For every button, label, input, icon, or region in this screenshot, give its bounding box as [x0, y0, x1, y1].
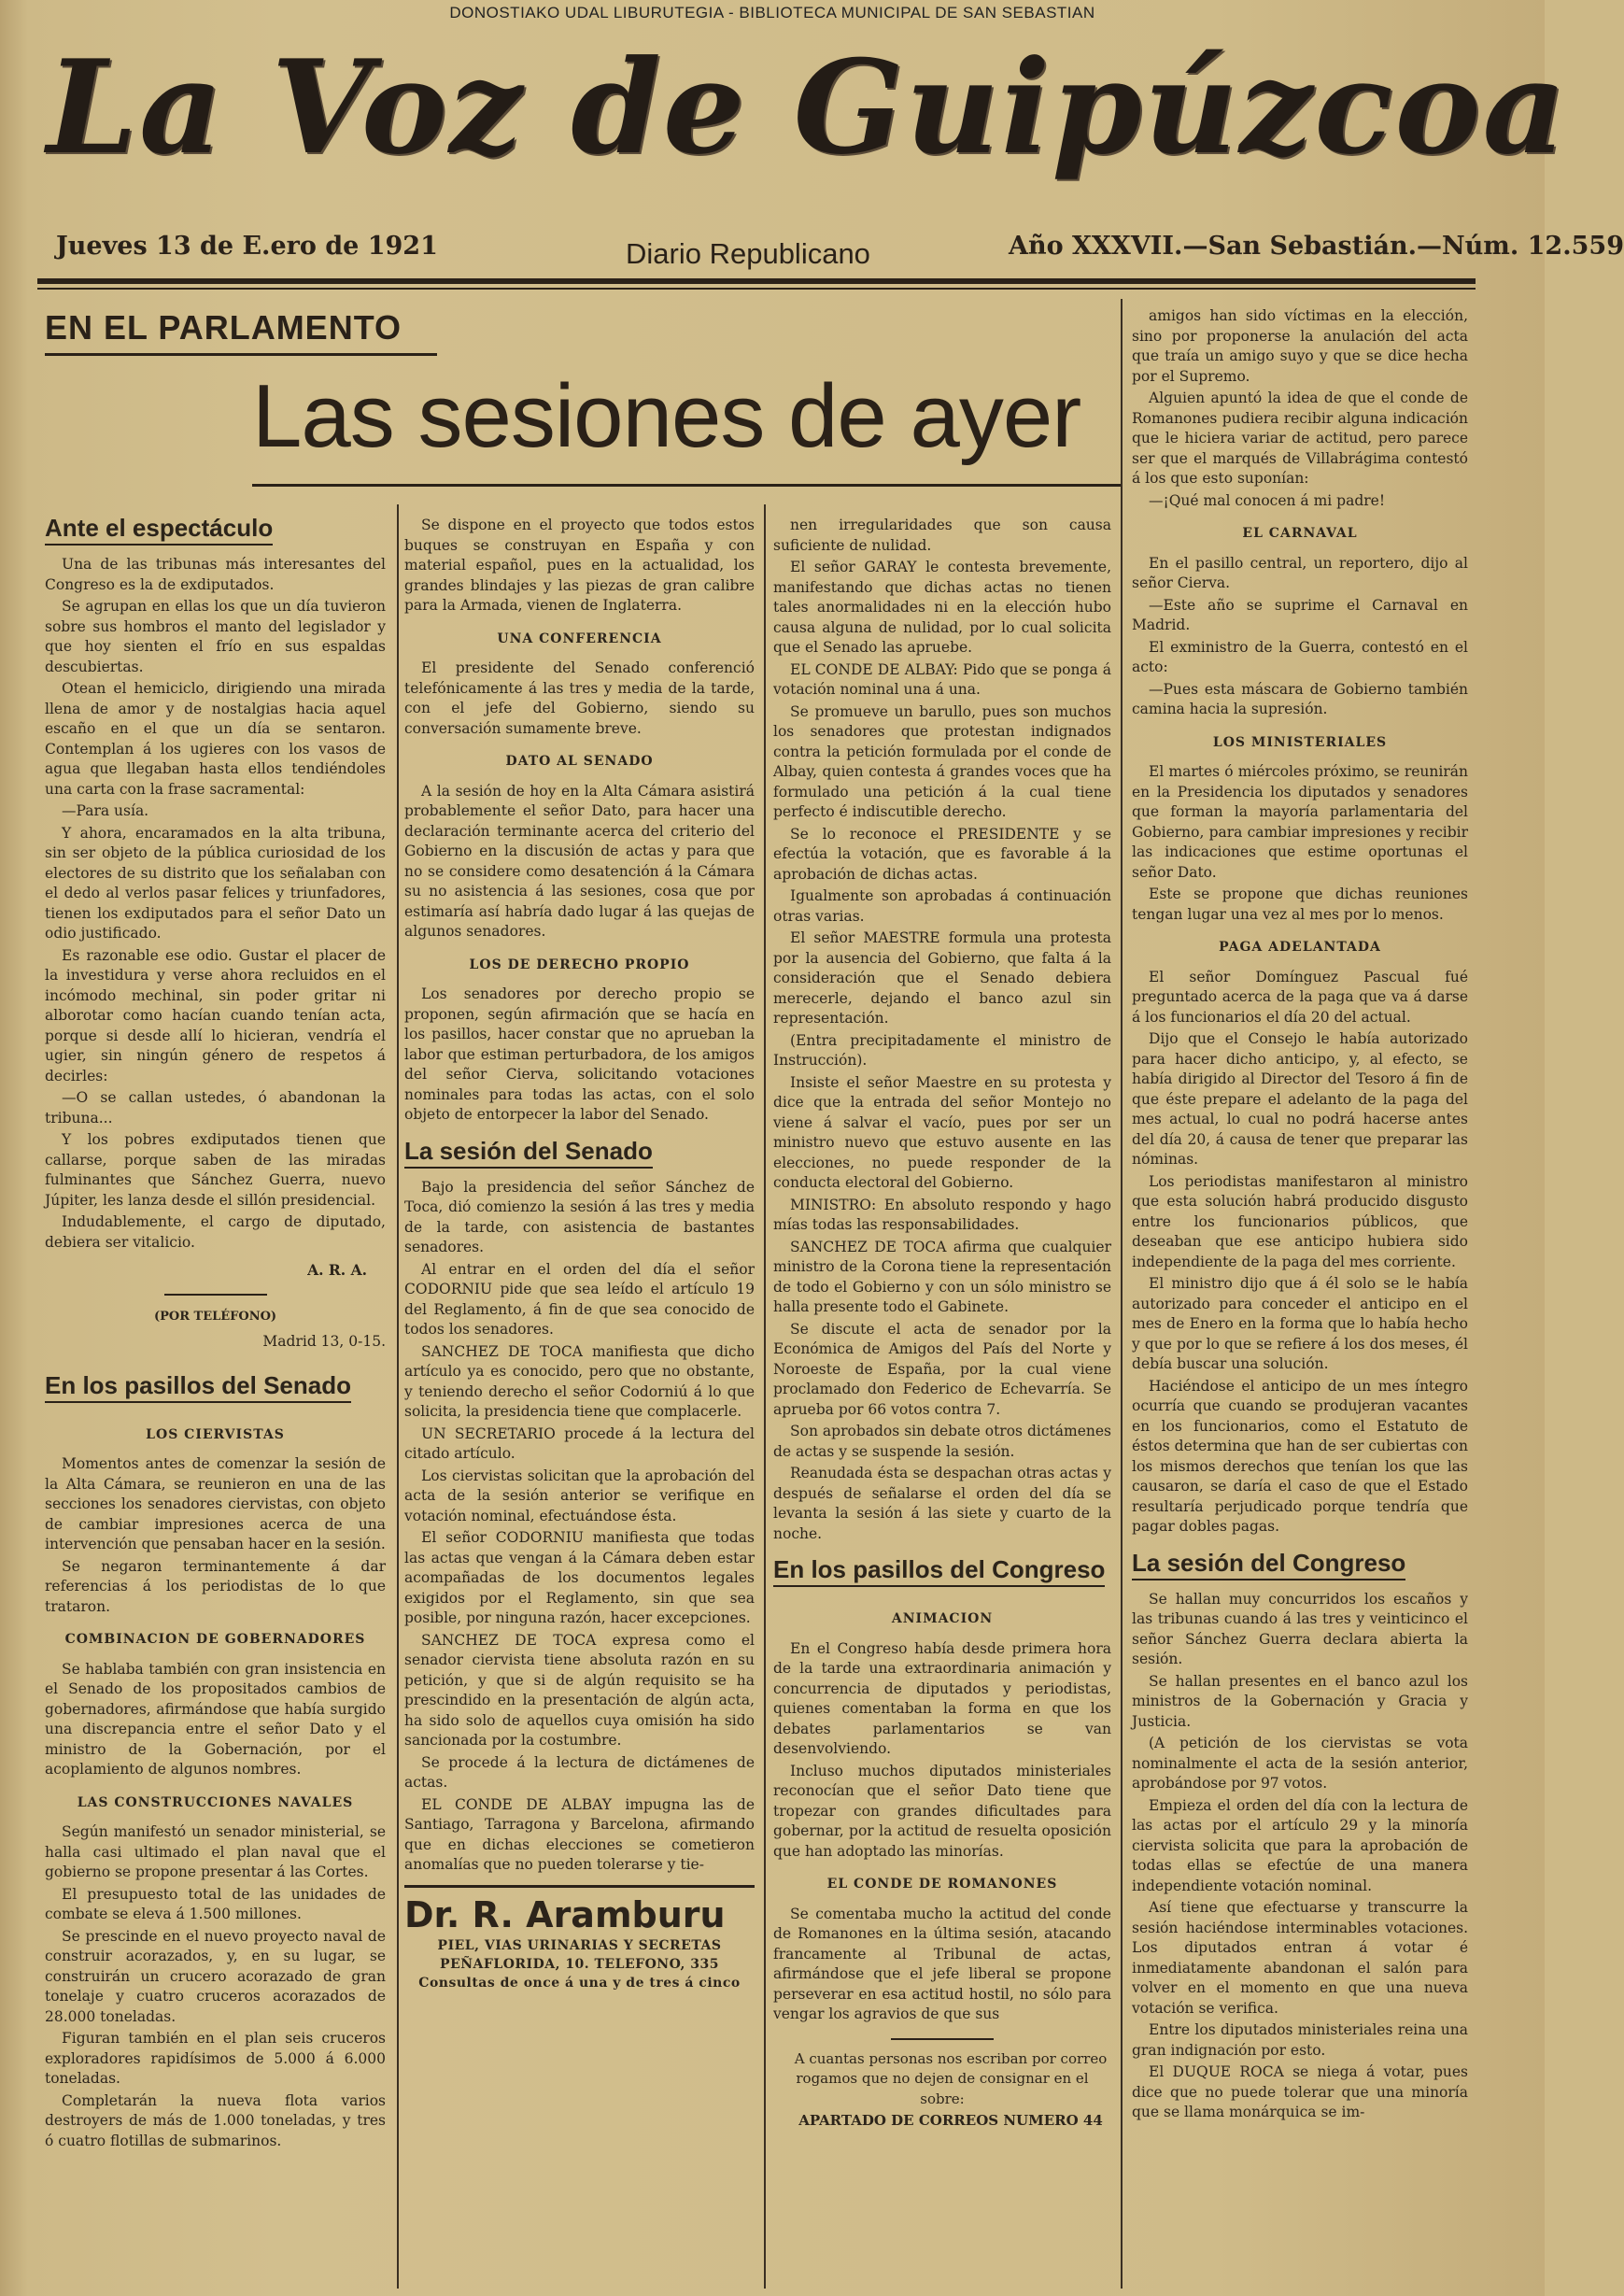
paragraph: SANCHEZ DE TOCA afirma que cualquier ministro de la Corona tiene la representación de todo el Gobierno y con un sólo ministro se halla presente todo el Gabinete.: [773, 1238, 1111, 1315]
paragraph: Es razonable ese odio. Gustar el placer de la investidura y verse ahora recluidos en el incómodo mechinal, sin poder gritar ni alborotar como hacían cuando tenían acta, porque si desde allí lo hicieran, vendría el ugier, sin ningún género de respetos á decirles:: [45, 946, 386, 1084]
paragraph: Se hallan muy concurridos los escaños y las tribunas cuando á las tres y veinticinco el señor Sánchez Guerra declara abierta la sesión.: [1132, 1590, 1468, 1667]
paragraph: Según manifestó un senador ministerial, se halla casi ultimado el plan naval que el gobierno se propone presentar á las Cortes.: [45, 1823, 386, 1880]
paragraph: Al entrar en el orden del día el señor CODORNIU pide que sea leído el artículo 19 del Reglamento, á fin de que sea conocido de todos los senadores.: [404, 1260, 755, 1338]
paragraph: El señor MAESTRE formula una protesta por la ausencia del Gobierno, que falta á la consideración que el Senado debiera merecerle, dejando el banco azul sin representación.: [773, 929, 1111, 1027]
paragraph: SANCHEZ DE TOCA expresa como el senador ciervista tiene absoluta razón en su petición, y que si de algún requisito se ha prescindido en la presentación de algún acta, ha sido solo de aquellos cuya omisión ha sido sancionada por la costumbre.: [404, 1631, 755, 1749]
signature: A. R. A.: [307, 1261, 367, 1279]
subheading: LOS MINISTERIALES: [1212, 734, 1388, 750]
paragraph: A la sesión de hoy en la Alta Cámara asistirá probablemente el señor Dato, para hacer una declaración terminante acerca del criterio del Gobierno en la discusión de actas y para que no se considere como desatención á la Cámara su no asistencia á las sesiones, cosa que por estimaría así habría dado lugar á las quejas de algunos senadores.: [404, 782, 755, 940]
section-heading: EN EL PARLAMENTO: [45, 308, 402, 347]
paragraph: Se hablaba también con gran insistencia en el Senado de los propositados cambios de gobernadores, afirmándose que había surgido una discrepancia entre el señor Dato y el ministro de la Gobernación, por el acoplamiento de algunos nombres.: [45, 1660, 386, 1778]
paragraph: Entre los diputados ministeriales reina una gran indignación por esto.: [1132, 2021, 1468, 2059]
paragraph: —Este año se suprime el Carnaval en Madrid.: [1132, 596, 1468, 633]
paragraph: El presidente del Senado conferenció telefónicamente á las tres y media de la tarde, con el jefe del Gobierno, siendo su conversación sumamente breve.: [404, 659, 755, 737]
paragraph: —Para usía.: [62, 802, 149, 819]
subheading: COMBINACION DE GOBERNADORES: [64, 1632, 366, 1647]
column-4: [1132, 306, 1468, 2282]
advertisement-line: PIEL, VIAS URINARIAS Y SECRETAS: [437, 1937, 722, 1953]
paragraph: Se agrupan en ellas los que un día tuvieron sobre sus hombros el manto del legislador y que hoy sienten el frío en sus espaldas descubiertas.: [45, 598, 386, 675]
masthead-rule: [37, 278, 1476, 284]
section-rule: [45, 353, 437, 356]
paragraph: El ministro dijo que á él solo se le había autorizado para conceder el anticipo en el mes de Enero en la forma que lo había hecho y que por lo que se refiere á los dos meses, él debía buscar una solución.: [1132, 1275, 1468, 1372]
paragraph: Se comentaba mucho la actitud del conde de Romanones en la última sesión, atacando francamente al Tribunal de actas, afirmándose que el jefe liberal se propone perseverar en esa actitud hostil, no sólo para vengar los agravios de que sus: [773, 1905, 1111, 2022]
subheading: LOS CIERVISTAS: [146, 1426, 285, 1442]
column-3: [773, 516, 1111, 2281]
paragraph: Incluso muchos diputados ministeriales reconocían que el señor Dato tiene que tropezar con grandes dificultades para gobernar, por la actitud de resuelta oposición que han adoptado las minorías.: [773, 1762, 1111, 1860]
paragraph: Se lo reconoce el PRESIDENTE y se efectúa la votación, que es favorable á la aprobación de dichas actas.: [773, 825, 1111, 883]
paragraph: Este se propone que dichas reuniones tengan lugar una vez al mes por lo menos.: [1132, 886, 1468, 923]
separator: [164, 1294, 267, 1296]
paragraph: Los periodistas manifestaron al ministro que esta solución habrá producido disgusto entre los funcionarios públicos, que deseaban que ese anticipo hubiera sido independiente de la paga del mes corriente.: [1132, 1172, 1468, 1270]
column-1: [45, 504, 386, 2284]
paragraph: Los ciervistas solicitan que la aprobación del acta de la sesión anterior se verifique en votación nominal, efectuándose ésta.: [404, 1467, 755, 1524]
subheading: DATO AL SENADO: [505, 754, 654, 769]
archive-header: DONOSTIAKO UDAL LIBURUTEGIA - BIBLIOTECA MUNICIPAL DE SAN SEBASTIAN: [449, 4, 1095, 21]
headline-rule: [252, 484, 1121, 487]
paragraph: EL CONDE DE ALBAY: Pido que se ponga á votación nominal una á una.: [773, 660, 1111, 698]
paragraph: Dijo que el Consejo le había autorizado para hacer dicho anticipo, y, al efecto, se había dirigido al Director del Tesoro á fin de que éste prepare el adelanto de la paga del mes actual, lo cual no podrá hacerse antes del día 20, á causa de tener que preparar las nóminas.: [1132, 1030, 1468, 1168]
column-rule: [397, 504, 399, 2289]
paragraph: Una de las tribunas más interesantes del Congreso es la de exdiputados.: [45, 556, 386, 593]
paragraph: MINISTRO: En absoluto respondo y hago mías todas las responsabilidades.: [773, 1196, 1111, 1233]
paragraph: nen irregularidades que son causa suficiente de nulidad.: [773, 517, 1111, 554]
paragraph: EL CONDE DE ALBAY impugna las de Santiago, Tarragona y Barcelona, afirmando que en dichas elecciones se cometieron anomalías que no pueden tolerarse y tie-: [404, 1795, 755, 1873]
headline: Las sesiones de ayer: [252, 366, 1081, 466]
column-rule: [1121, 299, 1123, 2289]
issue-number: Año XXXVII.—San Sebastián.—Núm. 12.559: [1009, 232, 1624, 261]
postbox-address: APARTADO DE CORREOS NUMERO 44: [798, 2112, 1103, 2129]
subheading: UNA CONFERENCIA: [497, 631, 662, 646]
subheading: PAGA ADELANTADA: [1219, 940, 1381, 955]
paragraph: —¡Qué mal conocen á mi padre!: [1149, 491, 1386, 509]
paragraph: Reanudada ésta se despachan otras actas y después de señalarse el orden del día se levanta la sesión á las siete y cuarto de la noche.: [773, 1465, 1111, 1542]
paragraph: amigos han sido víctimas en la elección, sino por proponerse la anulación del acta que traía un amigo suyo y que se dice hecha por el Supremo.: [1132, 307, 1468, 385]
paragraph: Se procede á la lectura de dictámenes de actas.: [404, 1753, 755, 1791]
paragraph: Alguien apuntó la idea de que el conde de Romanones pudiera recibir alguna indicación que le hiciera variar de actitud, pero parece ser que el marqués de Villabrágima contestó á los que esto suponían:: [1132, 390, 1468, 487]
paragraph: El martes ó miércoles próximo, se reunirán en la Presidencia los diputados y senadores que forman la mayoría parlamentaria del Gobierno, para cambiar impresiones y recibir las indicaciones que estime oportunas el señor Dato.: [1132, 763, 1468, 881]
article-heading: En los pasillos del Senado: [45, 1369, 351, 1403]
paragraph: Se dispone en el proyecto que todos estos buques se construyan en España y con material español, pues en la actualidad, los grandes blindajes y las piezas de gran calibre para la Armada, vienen de Inglaterra.: [404, 517, 755, 614]
paragraph: En el Congreso había desde primera hora de la tarde una extraordinaria animación y concurrencia de diputados y periodistas, quienes comentaban la forma en que los debates parlamentarios se van desenvolviendo.: [773, 1639, 1111, 1757]
subheading: LAS CONSTRUCCIONES NAVALES: [77, 1794, 354, 1810]
paragraph: Igualmente son aprobadas á continuación otras varias.: [773, 887, 1111, 925]
paragraph: Y ahora, encaramados en la alta tribuna, sin ser objeto de la pública curiosidad de los electores de su distrito que los señalaban con el dedo al verlos pasar felices y triunfadores, tienen los exdiputados para el señor Dato un odio justificado.: [45, 824, 386, 942]
subheading: EL CARNAVAL: [1242, 526, 1358, 541]
paragraph: (A petición de los ciervistas se vota nominalmente el acta de la sesión anterior, aprobándose por 97 votos.: [1132, 1735, 1468, 1792]
paragraph: Se promueve un barullo, pues son muchos los senadores que protestan indignados contra la petición formulada por el conde de Albay, quien contesta á grandes voces que ha formulado una petición á la cual tiene perfecto é indiscutible derecho.: [773, 702, 1111, 820]
paragraph: Empieza el orden del día con la lectura de las actas por el artículo 29 y la minoría ciervista solicita que para la aprobación de todas ellas se efectúe de una manera independiente votación nominal.: [1132, 1796, 1468, 1894]
postbox-notice: A cuantas personas nos escriban por correo rogamos que no dejen de consignar en el sobre:: [794, 2049, 1108, 2107]
paragraph: Otean el hemiciclo, dirigiendo una mirada llena de amor y de nostalgias hacia aquel escaño en el que un día se sentaron. Contemplan á los ugieres con los vasos de agua que llegaban hasta ellos tendiéndoles una carta con la frase sacramental:: [45, 680, 386, 798]
advertisement-name: Dr. R. Aramburu: [404, 1885, 755, 1936]
paragraph: UN SECRETARIO procede á la lectura del citado artículo.: [404, 1424, 755, 1462]
paragraph: Insiste el señor Maestre en su protesta y dice que la entrada del señor Montejo no viene á salvar el vacío, pues por ser un ministro nuevo que estuvo ausente en las elecciones, no puede responder de la conducta electoral del Gobierno.: [773, 1073, 1111, 1191]
column-rule: [764, 504, 766, 2289]
masthead: La Voz de Guipúzcoa: [47, 31, 1568, 183]
paragraph: Figuran también en el plan seis cruceros exploradores rapidísimos de 5.000 á 6.000 toneladas.: [45, 2030, 386, 2087]
paragraph: En el pasillo central, un reportero, dijo al señor Cierva.: [1132, 554, 1468, 591]
paragraph: —O se callan ustedes, ó abandonan la tribuna...: [45, 1089, 386, 1127]
paragraph: Indudablemente, el cargo de diputado, debiera ser vitalicio.: [45, 1213, 386, 1251]
subheading: LOS DE DERECHO PROPIO: [469, 957, 690, 972]
paragraph: Haciéndose el anticipo de un mes íntegro ocurría que cuando se produjeran vacantes en los funcionarios, como el Estatuto de éstos determina que han de ser cubiertas con los mismos derechos que tenían los que las causaron, se daría el caso de que el Estado resultaría perjudicado porque tendría que pagar dobles pagas.: [1132, 1377, 1468, 1535]
paragraph: Y los pobres exdiputados tienen que callarse, porque saben de las miradas fulminantes que Sánchez Guerra, nuevo Júpiter, les lanza desde el sillón presidencial.: [45, 1131, 386, 1209]
paragraph: —Pues esta máscara de Gobierno también camina hacia la supresión.: [1132, 680, 1468, 717]
paragraph: Completarán la nueva flota varios destroyers de más de 1.000 toneladas, y tres ó cuatro flotillas de submarinos.: [45, 2091, 386, 2149]
article-heading: La sesión del Senado: [404, 1135, 653, 1169]
advertisement-line: Consultas de once á una y de tres á cinco: [418, 1975, 741, 1991]
separator: [891, 2038, 994, 2040]
paragraph: El DUQUE ROCA se niega á votar, pues dice que no puede tolerar que una minoría que se llama monárquica se im-: [1132, 2063, 1468, 2120]
column-2: [404, 516, 755, 2281]
subtitle: Diario Republicano: [626, 237, 870, 270]
article-heading: Ante el espectáculo: [45, 512, 273, 546]
paragraph: Son aprobados sin debate otros dictámenes de actas y se suspende la sesión.: [773, 1423, 1111, 1460]
paragraph: Los senadores por derecho propio se proponen, según afirmación que se hacía en los pasillos, hacer constar que no aprueban la labor que estiman perturbadora, de los amigos del señor Cierva, solicitando votaciones nominales para todas las actas, con el solo objeto de entorpecer la labor del Senado.: [404, 985, 755, 1123]
paragraph: El exministro de la Guerra, contestó en el acto:: [1132, 638, 1468, 675]
paragraph: Se discute el acta de senador por la Económica de Amigos del País del Norte y Noroeste de España, por la cual viene proclamado don Federico de Echevarría. Se aprueba por 66 votos contra 7.: [773, 1320, 1111, 1418]
subheading: EL CONDE DE ROMANONES: [826, 1877, 1058, 1892]
dateline: Jueves 13 de E.ero de 1921: [56, 232, 438, 261]
article-heading: La sesión del Congreso: [1132, 1547, 1405, 1580]
article-heading: En los pasillos del Congreso: [773, 1553, 1105, 1587]
paragraph: SANCHEZ DE TOCA manifiesta que dicho artículo ya es conocido, pero que no obstante, y teniendo derecho el señor Codorniú á lo que solicita, la presidencia tiene que complacerle.: [404, 1342, 755, 1420]
paragraph: Se hallan presentes en el banco azul los ministros de la Gobernación y Gracia y Justicia.: [1132, 1672, 1468, 1730]
paragraph: Se negaron terminantemente á dar referencias á los periodistas de lo que trataron.: [45, 1557, 386, 1615]
paragraph: Se prescinde en el nuevo proyecto naval de construir acorazados, y, en su lugar, se construirán un crucero acorazado de gran tonelaje y cuatro cruceros acorazados de 28.000 toneladas.: [45, 1927, 386, 2025]
paragraph: Así tiene que efectuarse y transcurre la sesión haciéndose interminables votaciones. Los diputados entran á votar é inmediatamente abandonan el salón para volver en el momento en que una nueva votación se verifica.: [1132, 1899, 1468, 2017]
paragraph: (Entra precipitadamente el ministro de Instrucción).: [773, 1031, 1111, 1069]
paragraph: El presupuesto total de las unidades de combate se eleva á 1.500 millones.: [45, 1885, 386, 1922]
subheading: ANIMACION: [891, 1611, 994, 1626]
paragraph: El señor Domínguez Pascual fué preguntado acerca de la paga que va á darse á los funcionarios el día 20 del actual.: [1132, 968, 1468, 1026]
masthead-rule-thin: [37, 288, 1476, 290]
wire-date: Madrid 13, 0-15.: [262, 1333, 386, 1350]
paragraph: Momentos antes de comenzar la sesión de la Alta Cámara, se reunieron en una de las secciones los senadores ciervistas, con objeto de cambiar impresiones acerca de una intervención que pensaban hacer en la sesión.: [45, 1455, 386, 1552]
wire-note: (POR TELÉFONO): [153, 1309, 277, 1324]
paragraph: El señor GARAY le contesta brevemente, manifestando que dichas actas no tienen tales anormalidades ni en la elección hubo causa alguna de nulidad, por lo cual solicita que el Senado las apruebe.: [773, 559, 1111, 656]
paragraph: El señor CODORNIU manifiesta que todas las actas que vengan á la Cámara deben estar acompañadas de los documentos legales exigidos por el Reglamento, sin que sea posible, por ninguna razón, hacer excepciones.: [404, 1529, 755, 1626]
paragraph: Bajo la presidencia del señor Sánchez de Toca, dió comienzo la sesión á las tres y media de la tarde, con asistencia de bastantes senadores.: [404, 1178, 755, 1255]
advertisement-line: PEÑAFLORIDA, 10. TELEFONO, 335: [440, 1956, 719, 1972]
